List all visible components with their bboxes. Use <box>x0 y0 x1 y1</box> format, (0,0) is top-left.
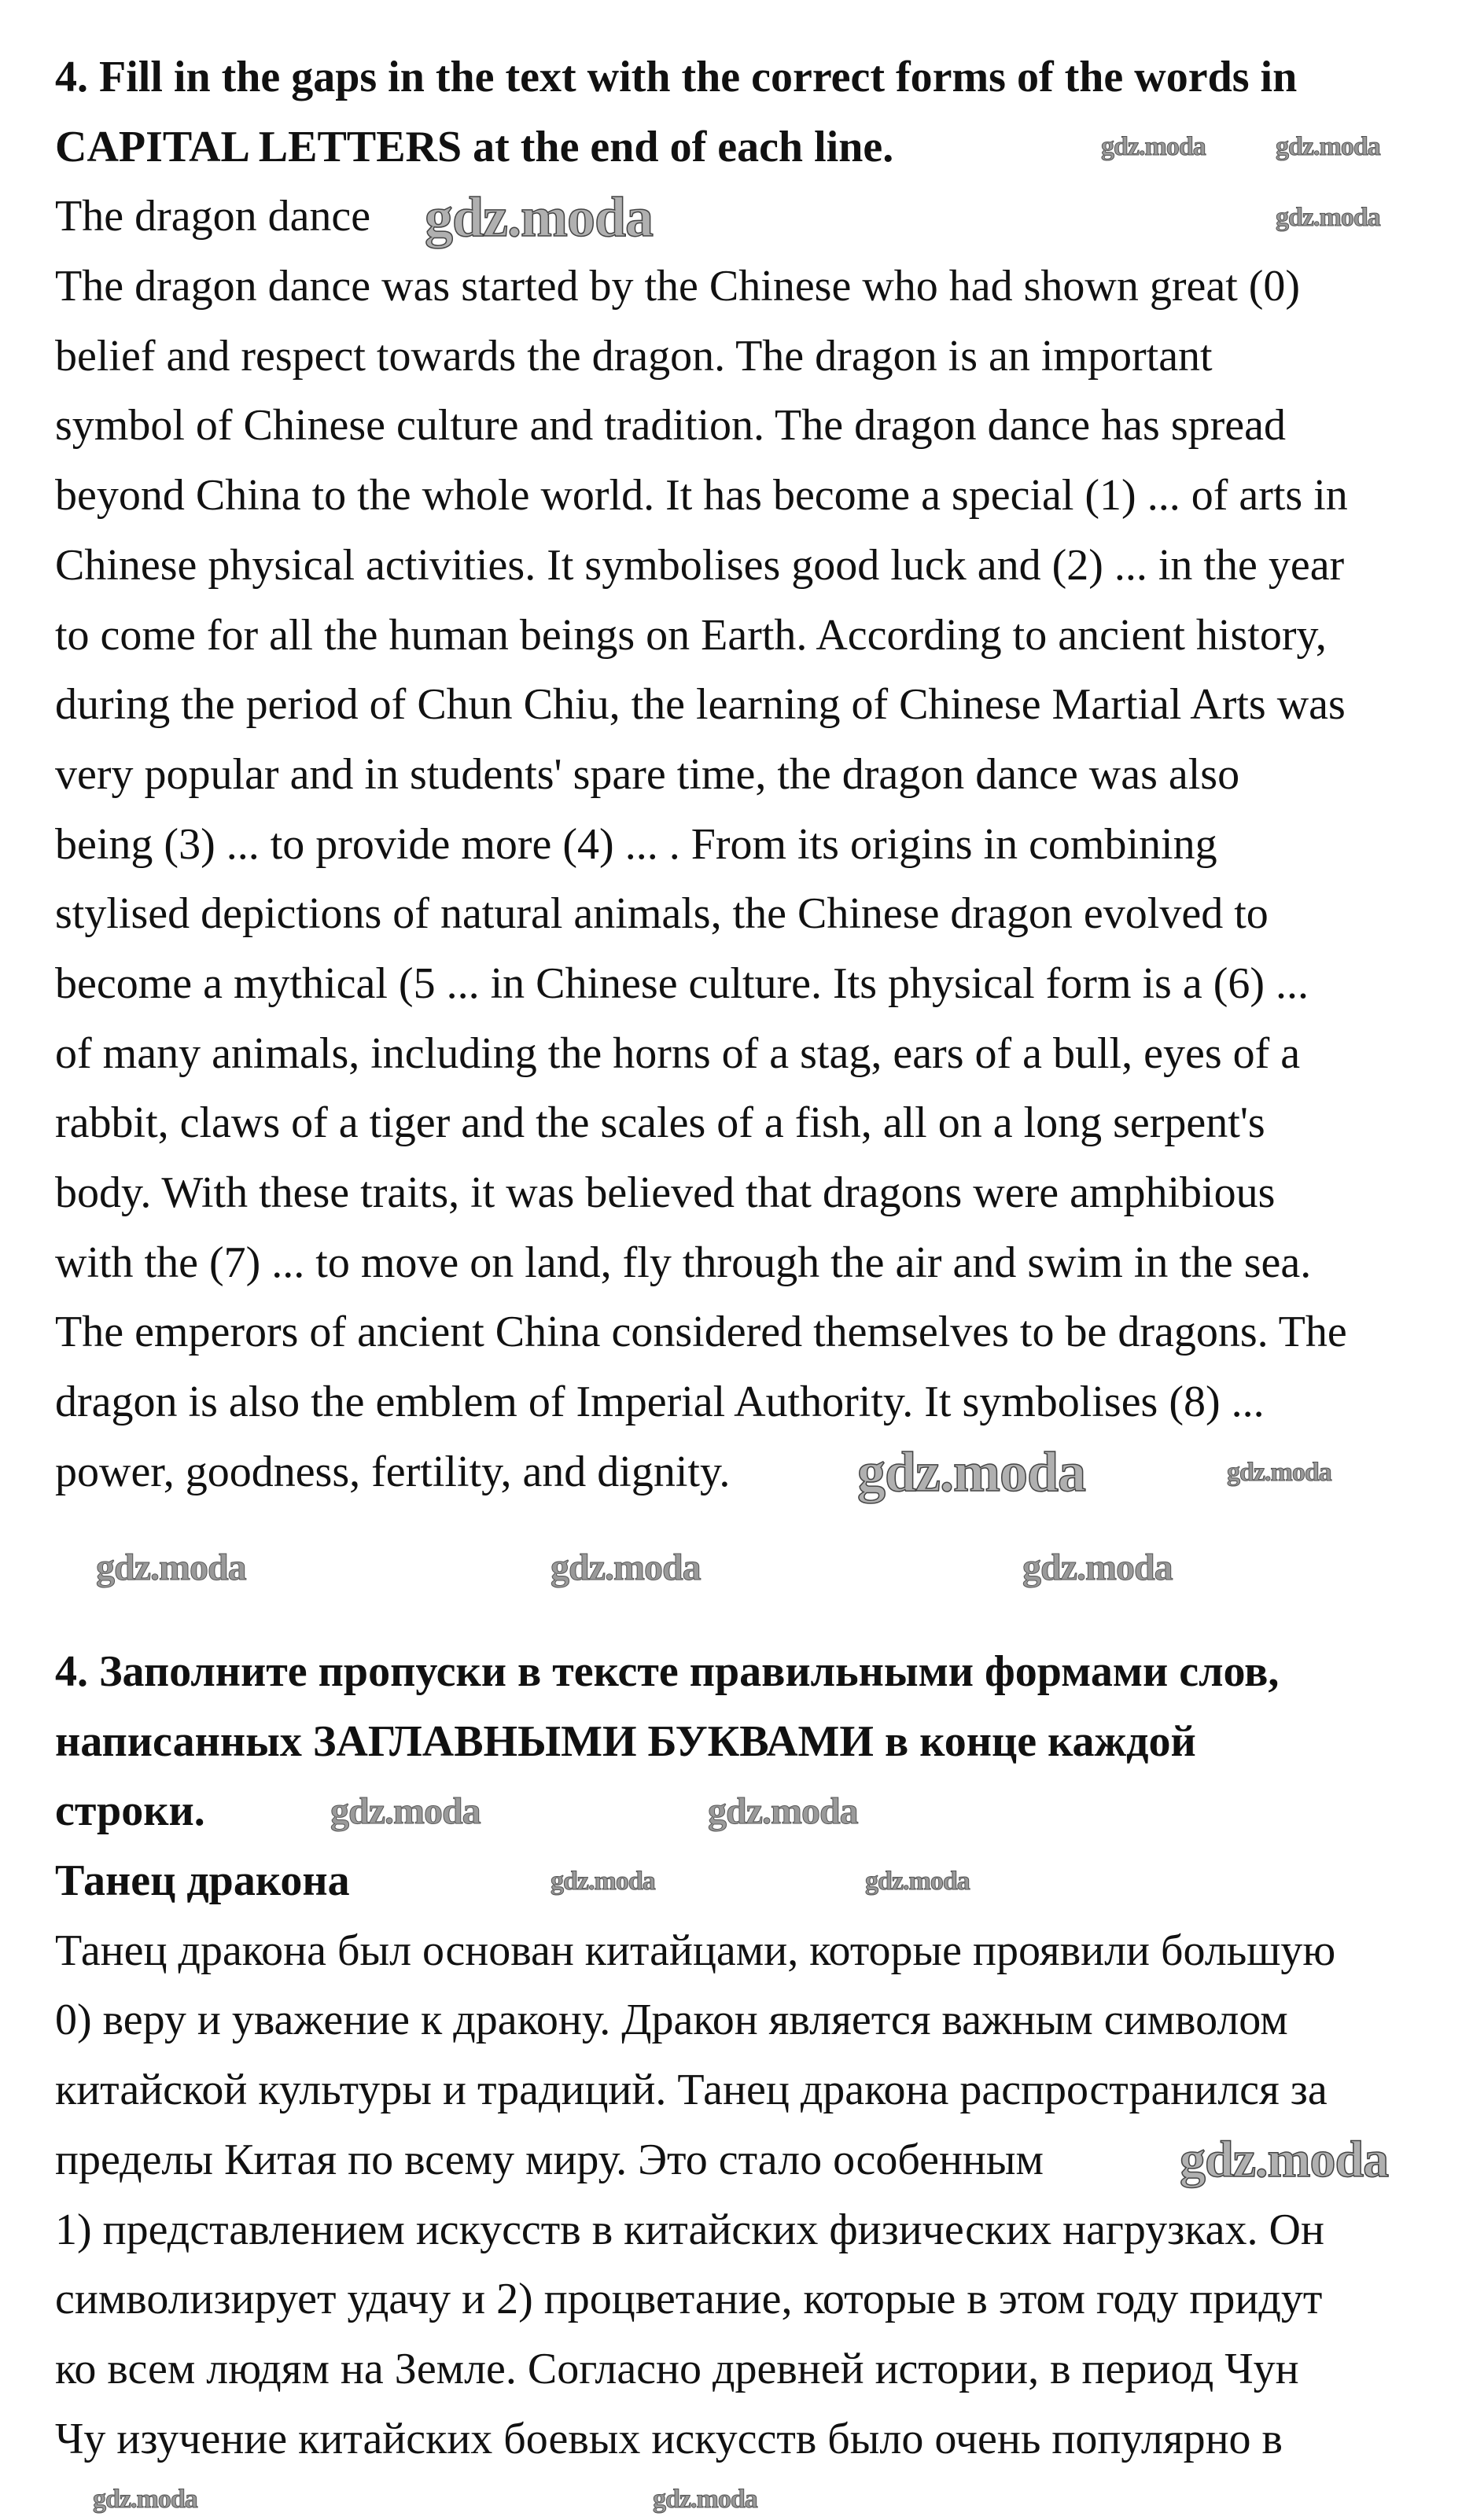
watermark: gdz.moda <box>1227 1458 1331 1487</box>
watermark: gdz.moda <box>93 2485 197 2514</box>
text-line: to come for all the human beings on Earth. According to ancient history, <box>55 610 1327 660</box>
task-heading-line: 4. Fill in the gaps in the text with the correct forms of the words in <box>55 53 1298 101</box>
watermark: gdz.moda <box>1276 203 1380 232</box>
text-line: power, goodness, fertility, and dignity. <box>55 1447 731 1496</box>
text-line: beyond China to the whole world. It has become a special (1) ... of arts in <box>55 471 1348 521</box>
watermark: gdz.moda <box>1022 1547 1173 1588</box>
text-title: Танец дракона <box>55 1856 350 1906</box>
watermark: gdz.moda <box>708 1790 858 1832</box>
task-heading-line: 4. Заполните пропуски в тексте правильными формами слов, <box>55 1647 1280 1696</box>
watermark: gdz.moda <box>1101 132 1206 161</box>
text-line: 0) веру и уважение к дракону. Дракон является важным символом <box>55 1996 1288 2045</box>
text-line: 1) представлением искусств в китайских физических нагрузках. Он <box>55 2205 1324 2254</box>
text-line: become a mythical (5 ... in Chinese culture. Its physical form is a (6) ... <box>55 958 1309 1008</box>
text-line: symbol of Chinese culture and tradition. The dragon dance has spread <box>55 401 1286 451</box>
watermark: gdz.moda <box>425 186 654 248</box>
task-heading-line: CAPITAL LETTERS at the end of each line. <box>55 122 894 171</box>
watermark: gdz.moda <box>1180 2131 1389 2188</box>
watermark: gdz.moda <box>1276 132 1380 161</box>
text-line: пределы Китая по всему миру. Это стало особенным <box>55 2135 1044 2184</box>
text-line: Чу изучение китайских боевых искусств было очень популярно в <box>55 2414 1283 2463</box>
text-line: being (3) ... to provide more (4) ... . From its origins in combining <box>55 819 1217 869</box>
watermark: gdz.moda <box>865 1867 970 1896</box>
text-line: Chinese physical activities. It symbolises good luck and (2) ... in the year <box>55 540 1345 590</box>
watermark: gdz.moda <box>857 1440 1086 1503</box>
text-line: The emperors of ancient China considered themselves to be dragons. The <box>55 1308 1347 1357</box>
text-line: ко всем людям на Земле. Согласно древней истории, в период Чун <box>55 2344 1299 2393</box>
text-line: belief and respect towards the dragon. The dragon is an important <box>55 331 1213 381</box>
text-line: during the period of Chun Chiu, the learning of Chinese Martial Arts was <box>55 680 1346 730</box>
text-line: body. With these traits, it was believed that dragons were amphibious <box>55 1168 1276 1217</box>
text-line: stylised depictions of natural animals, the Chinese dragon evolved to <box>55 889 1269 939</box>
text-line: китайской культуры и традиций. Танец дракона распространился за <box>55 2066 1328 2115</box>
task-heading-line: написанных ЗАГЛАВНЫМИ БУКВАМИ в конце каждой <box>55 1716 1196 1766</box>
text-body <box>55 1916 1455 2474</box>
text-title: The dragon dance <box>55 192 371 241</box>
text-line: rabbit, claws of a tiger and the scales of a fish, all on a long serpent's <box>55 1098 1265 1148</box>
watermark: gdz.moda <box>330 1790 481 1832</box>
task-heading-line: строки. <box>55 1786 205 1836</box>
text-line: with the (7) ... to move on land, fly through the air and swim in the sea. <box>55 1238 1312 1287</box>
watermark: gdz.moda <box>551 1867 655 1896</box>
text-line: dragon is also the emblem of Imperial Authority. It symbolises (8) ... <box>55 1378 1265 1427</box>
text-line: символизирует удачу и 2) процветание, которые в этом году придут <box>55 2275 1323 2324</box>
watermark: gdz.moda <box>653 2485 757 2514</box>
watermark: gdz.moda <box>551 1547 701 1588</box>
text-line: Танец дракона был основан китайцами, которые проявили большую <box>55 1926 1336 1975</box>
watermark: gdz.moda <box>96 1547 246 1588</box>
text-line: The dragon dance was started by the Chinese who had shown great (0) <box>55 262 1301 311</box>
text-line: very popular and in students' spare time, the dragon dance was also <box>55 749 1240 799</box>
english-section <box>55 42 1455 1506</box>
text-body <box>55 252 1455 1506</box>
russian-section <box>55 1637 1455 2474</box>
text-line: of many animals, including the horns of a stag, ears of a bull, eyes of a <box>55 1028 1301 1078</box>
